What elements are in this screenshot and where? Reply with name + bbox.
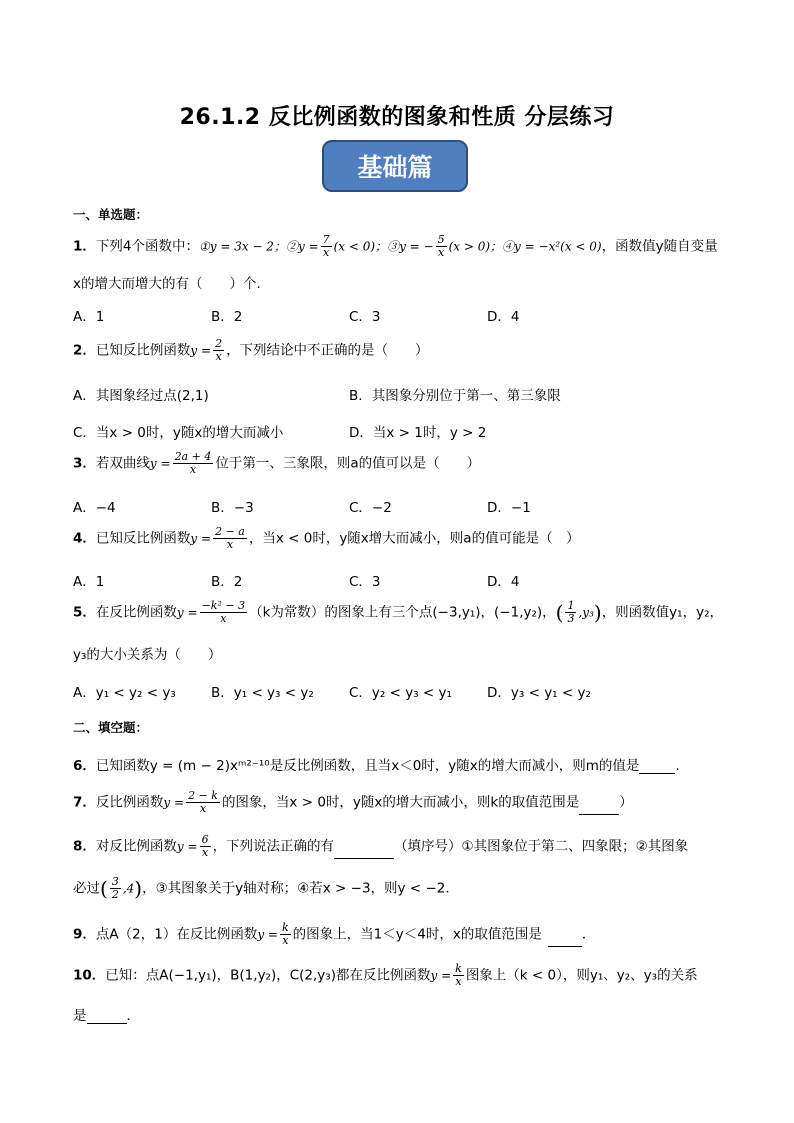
question-text: 已知反比例函数 — [95, 342, 191, 359]
denominator: 3 — [567, 612, 575, 626]
numerator: 5 — [437, 233, 445, 246]
option-b: B．2 — [211, 574, 243, 590]
option-a: A．其图象经过点(2,1) — [73, 388, 209, 404]
option-b: B．−3 — [211, 500, 254, 516]
option-b: B．2 — [211, 309, 243, 325]
question-number: 5． — [73, 604, 96, 621]
question-text: 已知函数y = (m − 2)xᵐ²⁻¹⁰是反比例函数，且当x＜0时，y随x的增大而减小，则m的值是 — [95, 758, 640, 774]
question-1-line-2: x的增大而增大的有（ ）个． — [73, 276, 270, 292]
denominator: x — [323, 246, 330, 260]
question-10-line-2 — [73, 1004, 140, 1024]
question-text-tail: 的图象，当x > 0时，y随x的增大而减小，则k的取值范围是 — [221, 794, 580, 811]
section-heading-single-choice: 一、单选题： — [73, 207, 149, 222]
formula-prefix: y = — [163, 795, 185, 810]
formula-prefix: y = — [190, 531, 212, 546]
question-10 — [73, 963, 698, 988]
denominator: x — [226, 538, 234, 552]
option-a: A．1 — [73, 574, 105, 590]
point-y: ,y₃ — [578, 605, 594, 620]
numerator: 7 — [322, 233, 330, 246]
denominator: x — [437, 246, 445, 260]
question-9 — [73, 922, 595, 947]
question-number: 9． — [73, 926, 96, 943]
formula-1: ①y = 3x − 2； — [199, 239, 286, 254]
fraction — [213, 338, 224, 363]
question-end: ． — [581, 926, 596, 943]
question-text-mid: ，下列说法正确的有 — [212, 838, 335, 855]
option-c: C．3 — [349, 574, 381, 590]
question-text: 必过 — [73, 880, 100, 897]
answer-blank[interactable] — [548, 946, 582, 947]
option-c: C．y₂ < y₃ < y₁ — [349, 685, 452, 701]
denominator: x — [220, 612, 227, 626]
denominator: x — [201, 846, 209, 860]
question-number: 6． — [73, 758, 96, 774]
option-d: D．−1 — [487, 500, 531, 516]
level-badge: 基础篇 — [322, 140, 468, 192]
question-number: 3． — [73, 455, 96, 472]
question-text-tail: ，函数值y随自变量 — [601, 238, 718, 255]
question-8 — [73, 834, 688, 859]
option-b: B．y₁ < y₃ < y₂ — [211, 685, 314, 701]
option-d: D．当x > 1时，y > 2 — [349, 425, 487, 441]
numerator: −k² − 3 — [201, 599, 246, 612]
numerator: 6 — [201, 833, 209, 846]
denominator: x — [215, 350, 222, 364]
question-number: 8． — [73, 838, 96, 855]
option-a: A．1 — [73, 309, 105, 325]
formula-prefix: y = — [149, 456, 171, 471]
paren-close: ) — [593, 600, 602, 625]
formula-prefix: y = — [190, 343, 212, 358]
question-number: 4． — [73, 530, 96, 547]
question-text: 下列4个函数中： — [95, 238, 199, 255]
fraction — [436, 234, 447, 259]
question-text: 是 — [73, 1008, 87, 1024]
question-8-line-2 — [73, 876, 459, 901]
denominator: 2 — [111, 888, 119, 902]
formula-3-suffix: (x > 0)； — [448, 239, 503, 254]
numerator: 2 — [215, 337, 223, 350]
question-text-tail: （填序号）①其图象位于第二、四象限；②其图象 — [394, 838, 689, 855]
answer-blank[interactable] — [87, 1023, 127, 1024]
question-text-tail: ，下列结论中不正确的是（ ） — [226, 342, 429, 359]
question-1 — [73, 234, 718, 259]
formula-2-suffix: (x < 0)； — [333, 239, 388, 254]
numerator: k — [455, 962, 462, 975]
question-text: 已知：点A(−1,y₁)，B(1,y₂)，C(2,y₃)都在反比例函数 — [105, 967, 431, 984]
question-4 — [73, 526, 580, 551]
page-title: 26.1.2 反比例函数的图象和性质 分层练习 — [179, 105, 615, 130]
question-text: 点A（2，1）在反比例函数 — [95, 926, 258, 943]
question-5-line-2: y₃的大小关系为（ ） — [73, 647, 222, 663]
section-heading-fill-in: 二、填空题： — [73, 720, 149, 735]
option-c: C．3 — [349, 309, 381, 325]
question-text-mid: （k为常数）的图象上有三个点(−3,y₁)，(−1,y₂)， — [249, 604, 556, 621]
denominator: x — [282, 934, 289, 948]
question-6 — [73, 754, 689, 774]
question-end: ） — [619, 794, 633, 811]
question-end: ． — [126, 1008, 140, 1024]
numerator: 1 — [567, 599, 575, 612]
fraction — [321, 234, 332, 259]
formula-2-prefix: ②y = — [285, 239, 319, 254]
question-5 — [73, 600, 723, 625]
question-number: 1． — [73, 238, 96, 255]
question-text-tail: 的图象上，当1＜y＜4时，x的取值范围是 — [292, 926, 542, 943]
formula-3-prefix: ③y = − — [387, 239, 434, 254]
formula-4: ④y = −x²(x < 0) — [502, 239, 602, 254]
denominator: x — [189, 463, 197, 477]
fraction — [186, 790, 220, 815]
question-text: 对反比例函数 — [95, 838, 177, 855]
question-number: 2． — [73, 342, 96, 359]
question-text-tail: 位于第一、三象限，则a的值可以是（ ） — [215, 455, 481, 472]
question-text-tail: ，③其图象关于y轴对称；④若x > −3，则y < −2． — [142, 880, 459, 897]
numerator: 2 − k — [188, 789, 218, 802]
question-text: 反比例函数 — [95, 794, 164, 811]
question-text: 若双曲线 — [95, 455, 150, 472]
question-text-tail: 图象上（k < 0），则y₁、y₂、y₃的关系 — [465, 967, 698, 984]
fraction — [200, 600, 248, 625]
option-d: D．4 — [487, 574, 520, 590]
option-c: C．当x > 0时，y随x的增大而减小 — [73, 425, 284, 441]
point-fraction — [565, 600, 576, 625]
numerator: 2a + 4 — [174, 450, 212, 463]
question-number: 7． — [73, 794, 96, 811]
option-b: B．其图象分别位于第一、第三象限 — [349, 388, 561, 404]
numerator: 2 − a — [215, 525, 245, 538]
question-2 — [73, 338, 429, 363]
question-end: ． — [675, 758, 689, 774]
question-text-tail: ，则函数值y₁，y₂， — [601, 604, 723, 621]
question-text-tail: ，当x < 0时，y随x增大而减小，则a的值可能是（ ） — [248, 530, 580, 547]
option-d: D．y₃ < y₁ < y₂ — [487, 685, 591, 701]
denominator: x — [455, 975, 462, 989]
question-text: 已知反比例函数 — [95, 530, 191, 547]
answer-blank[interactable] — [639, 773, 675, 774]
answer-blank[interactable] — [579, 814, 619, 815]
formula-prefix: y = — [176, 839, 198, 854]
paren-open: ( — [100, 876, 108, 901]
denominator: x — [199, 802, 207, 816]
question-text: 在反比例函数 — [95, 604, 177, 621]
paren-close: ) — [134, 876, 143, 901]
option-d: D．4 — [487, 309, 520, 325]
fraction — [280, 922, 291, 947]
question-3 — [73, 451, 480, 476]
numerator: k — [281, 921, 289, 934]
answer-blank[interactable] — [334, 858, 394, 859]
numerator: 3 — [111, 875, 119, 888]
option-a: A．y₁ < y₂ < y₃ — [73, 685, 176, 701]
formula-prefix: y = — [176, 605, 198, 620]
point-fraction — [110, 876, 121, 901]
paren-open: ( — [555, 600, 564, 625]
fraction — [453, 963, 464, 988]
formula-prefix: y = — [430, 968, 452, 983]
question-number: 10． — [73, 967, 106, 984]
fraction — [213, 526, 247, 551]
question-7 — [73, 790, 633, 815]
option-a: A．−4 — [73, 500, 116, 516]
formula-prefix: y = — [257, 927, 278, 942]
option-c: C．−2 — [349, 500, 392, 516]
point-y: ,4 — [122, 881, 135, 896]
fraction — [173, 451, 214, 476]
fraction — [200, 834, 211, 859]
